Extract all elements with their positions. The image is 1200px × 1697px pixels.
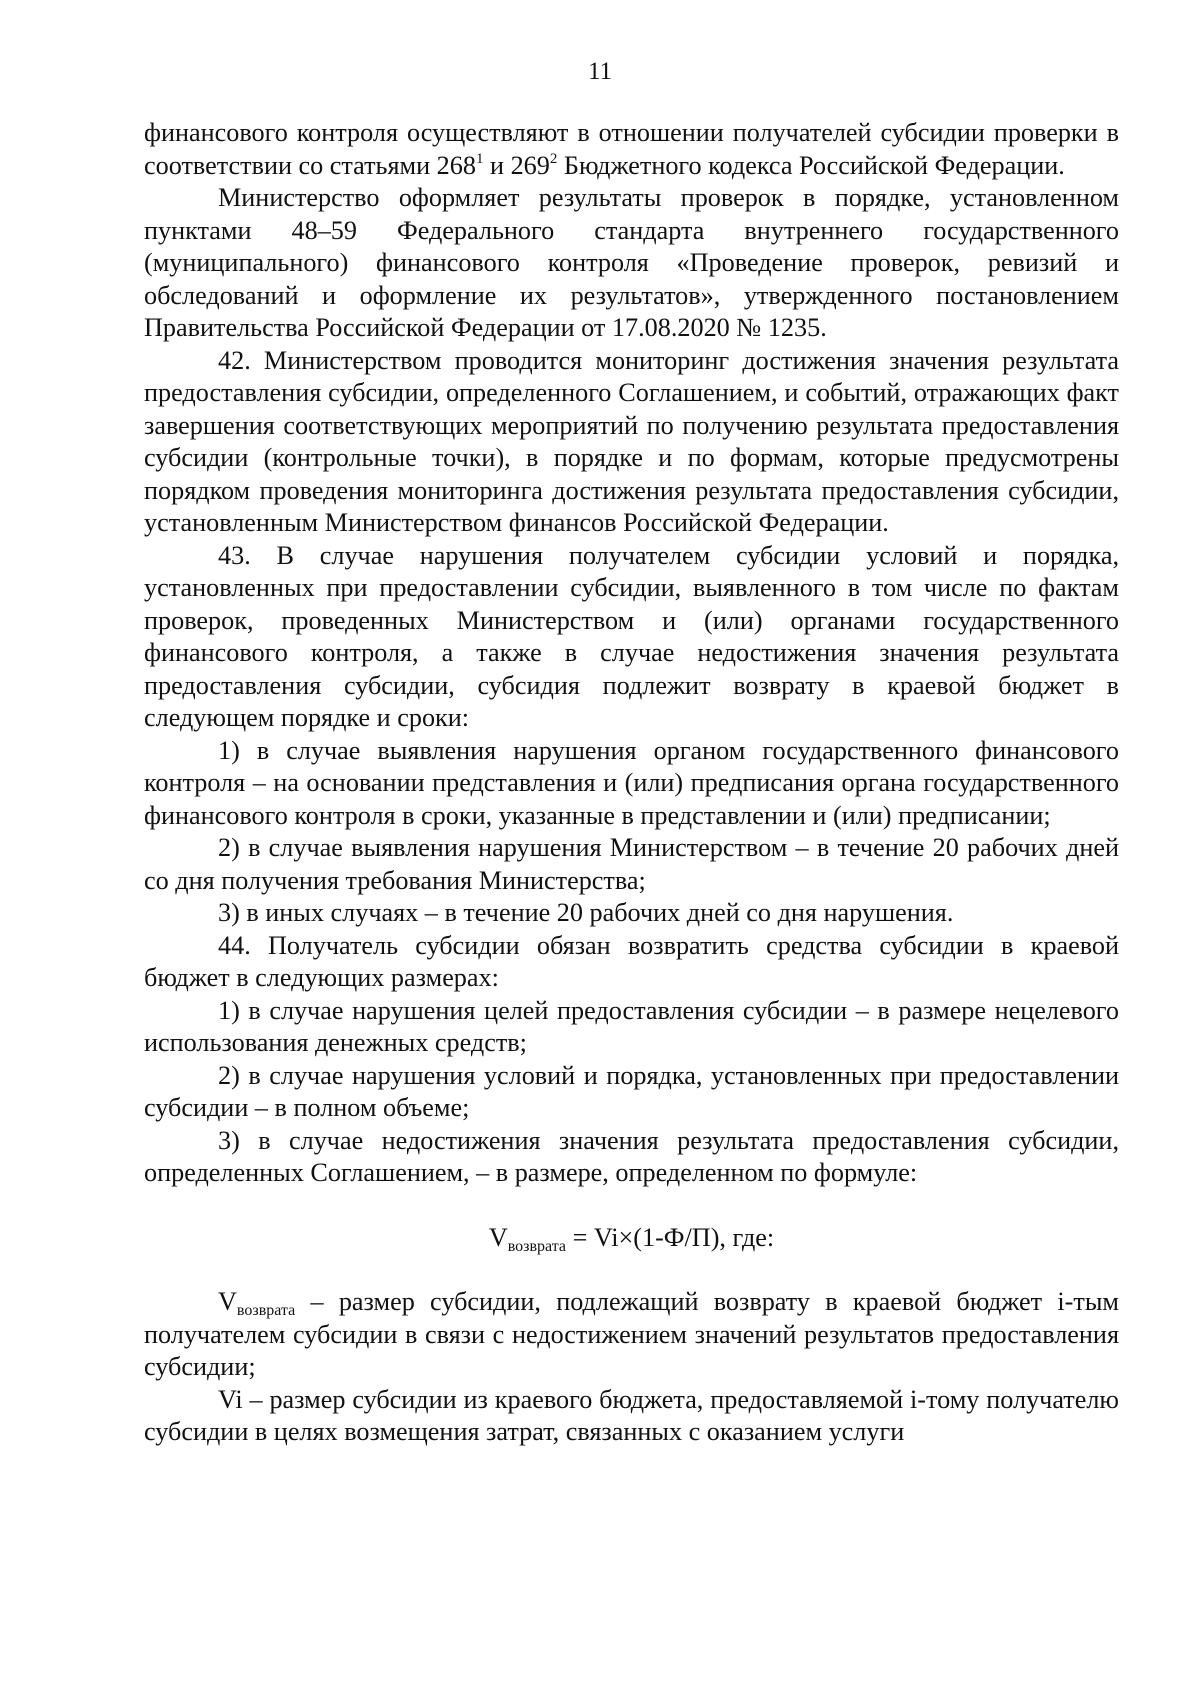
list-item-43-3: 3) в иных случаях – в течение 20 рабочих дней со дня нарушения. — [218, 898, 954, 927]
list-item-44-2: 2) в случае нарушения условий и порядка, установленных при предоставлении субсидии – в полном объеме; — [144, 1060, 1119, 1122]
definition-subscript: возврата — [236, 1302, 296, 1319]
definition-vi: Vi – размер субсидии из краевого бюджета, предоставляемой i-тому получателю субсидии в целях возмещения затрат, связанных с оказанием услуги — [144, 1384, 1119, 1446]
document-body — [144, 117, 1119, 1449]
list-item-43-2: 2) в случае выявления нарушения Министерством – в течение 20 рабочих дней со дня получения требования Министерства; — [144, 833, 1119, 895]
footnote-superscript: 2 — [549, 150, 558, 167]
paragraph-42: 42. Министерством проводится мониторинг достижения значения результата предоставления субсидии, определенного Соглашением, и событий, отражающих факт завершения соответствующих мероприятий по получению результата предоставления субсидии (контрольные точки), в порядке и по формам, которые предусмотрены порядком проведения мониторинга достижения результата предоставления субсидии, установленным Министерством финансов Российской Федерации. — [144, 345, 1119, 537]
list-item-44-3: 3) в случае недостижения значения результата предоставления субсидии, определенных Соглашением, – в размере, определенном по формуле: — [144, 1125, 1119, 1187]
list-item-44-1: 1) в случае нарушения целей предоставления субсидии – в размере нецелевого использования денежных средств; — [144, 995, 1119, 1057]
paragraph-ministry-checks: Министерство оформляет результаты проверок в порядке, установленном пунктами 48–59 Федерального стандарта внутреннего государственного (муниципального) финансового контроля «Проведение проверок, ревизий и обследований и оформление их результатов», утвержденного постановлением Правительства Российской Федерации от 17.08.2020 № 1235. — [144, 183, 1119, 342]
list-item-43-1: 1) в случае выявления нарушения органом государственного финансового контроля – на основании представления и (или) предписания органа государственного финансового контроля в сроки, указанные в представлении и (или) предписании; — [144, 735, 1119, 830]
footnote-superscript: 1 — [475, 150, 484, 167]
formula: $V_{возврата} = Vi\times(1-Ф/П)$, где: — [488, 1222, 775, 1255]
paragraph-44: 44. Получатель субсидии обязан возвратить средства субсидии в краевой бюджет в следующих размерах: — [144, 930, 1119, 992]
formula-subscript: возврата — [507, 1237, 567, 1255]
paragraph-continuation: финансового контроля осуществляют в отношении получателей субсидии проверки в соответствии со статьями $268^1$ и $269^2$ Бюджетного кодекса Российской Федерации. — [144, 118, 1119, 180]
page-number: 11 — [587, 58, 613, 85]
definition-v-return: $V_{возврата}$ – размер субсидии, подлежащий возврату в краевой бюджет i-тым получателем субсидии в связи с недостижением значений результатов предоставления субсидии; — [144, 1287, 1119, 1381]
paragraph-43: 43. В случае нарушения получателем субсидии условий и порядка, установленных при предоставлении субсидии, выявленного в том числе по фактам проверок, проведенных Министерством и (или) органами государственного финансового контроля, а также в случае недостижения значения результата предоставления субсидии, субсидия подлежит возврату в краевой бюджет в следующем порядке и сроки: — [144, 540, 1119, 732]
